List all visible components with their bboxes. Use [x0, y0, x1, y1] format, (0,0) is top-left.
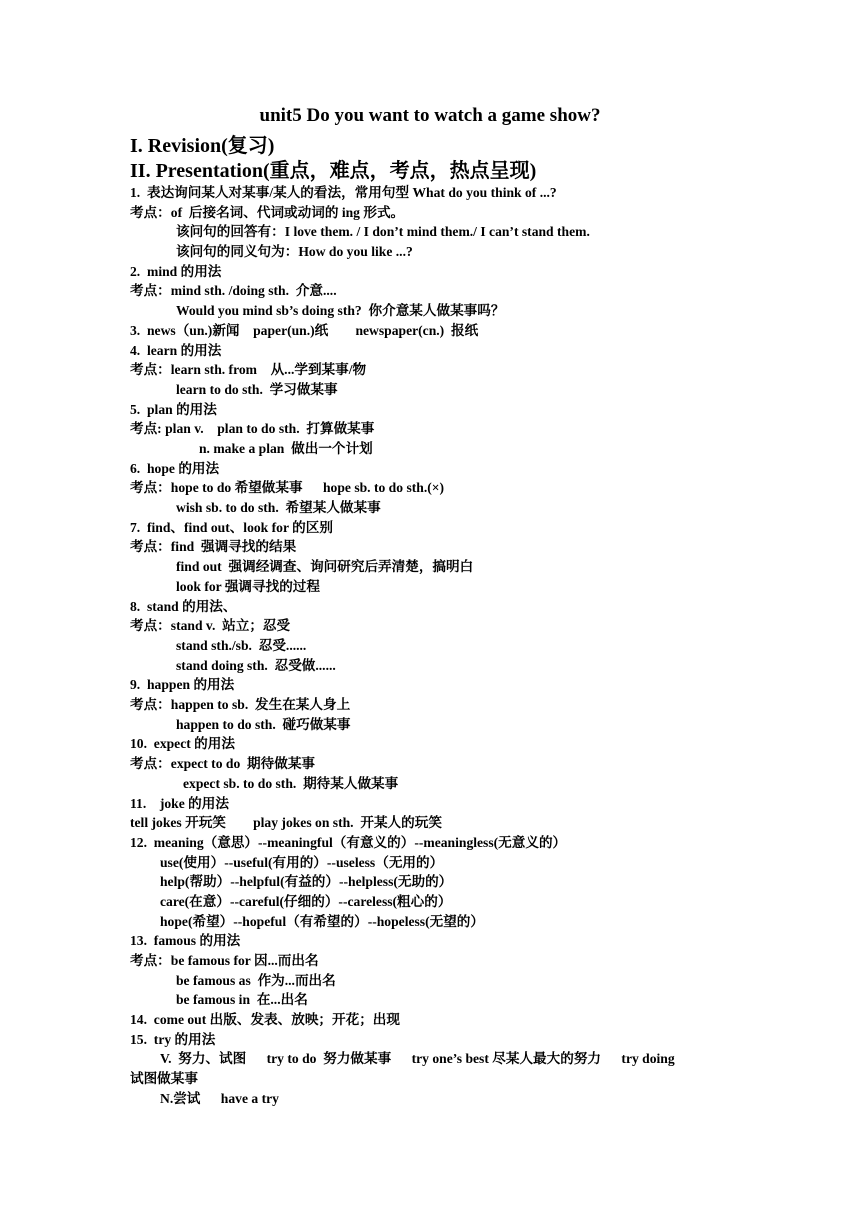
- heading-revision: I. Revision(复习): [130, 135, 275, 157]
- item-4-line: 4. learn 的用法: [130, 343, 222, 358]
- item-10-sub: expect sb. to do sth. 期待某人做某事: [183, 776, 399, 791]
- item-15-line: 15. try 的用法: [130, 1032, 216, 1047]
- item-8-sub-2: stand doing sth. 忍受做......: [176, 658, 336, 673]
- item-13-sub-1: be famous as 作为...而出名: [176, 973, 336, 988]
- item-11-sub: tell jokes 开玩笑 play jokes on sth. 开某人的玩笑: [130, 815, 442, 830]
- item-15-noun: N.尝试 have a try: [160, 1091, 279, 1106]
- item-8-line: 8. stand 的用法、: [130, 599, 237, 614]
- item-13-note: 考点：be famous for 因...而出名: [130, 953, 319, 968]
- item-4-sub: learn to do sth. 学习做某事: [176, 382, 338, 397]
- item-13-line: 13. famous 的用法: [130, 933, 241, 948]
- item-5-note: 考点: plan v. plan to do sth. 打算做某事: [130, 421, 375, 436]
- item-2-line: 2. mind 的用法: [130, 264, 222, 279]
- item-6-note: 考点：hope to do 希望做某事 hope sb. to do sth.(×): [130, 480, 445, 495]
- item-6-line: 6. hope 的用法: [130, 461, 220, 476]
- item-12-sub-1: use(使用）--useful(有用的）--useless（无用的）: [160, 855, 444, 870]
- item-7-line: 7. find、find out、look for 的区别: [130, 520, 333, 535]
- item-3-line: 3. news（un.)新闻 paper(un.)纸 newspaper(cn.) 报纸: [130, 323, 479, 338]
- item-15-verb-cont: 试图做某事: [130, 1071, 198, 1086]
- item-15-verb: V. 努力、试图 try to do 努力做某事 try one’s best 尽某人最大的努力 try doing: [160, 1051, 675, 1066]
- item-9-sub: happen to do sth. 碰巧做某事: [176, 717, 351, 732]
- item-6-sub: wish sb. to do sth. 希望某人做某事: [176, 500, 381, 515]
- item-1-note: 考点：of 后接名词、代词或动词的 ing 形式。: [130, 205, 405, 220]
- item-12-line: 12. meaning（意思）--meaningful（有意义的）--meaningless(无意义的）: [130, 835, 567, 850]
- item-5-line: 5. plan 的用法: [130, 402, 217, 417]
- item-8-note: 考点：stand v. 站立；忍受: [130, 618, 291, 633]
- item-7-sub-2: look for 强调寻找的过程: [176, 579, 320, 594]
- heading-presentation: II. Presentation(重点，难点，考点，热点呈现): [130, 160, 537, 182]
- item-7-note: 考点：find 强调寻找的结果: [130, 539, 297, 554]
- item-9-line: 9. happen 的用法: [130, 677, 235, 692]
- item-11-line: 11. joke 的用法: [130, 796, 229, 811]
- document-title: unit5 Do you want to watch a game show?: [259, 105, 601, 126]
- item-8-sub-1: stand sth./sb. 忍受......: [176, 638, 307, 653]
- item-5-sub: n. make a plan 做出一个计划: [199, 441, 373, 456]
- item-13-sub-2: be famous in 在...出名: [176, 992, 308, 1007]
- item-7-sub-1: find out 强调经调查、询问研究后弄清楚，搞明白: [176, 559, 474, 574]
- item-2-example: Would you mind sb’s doing sth? 你介意某人做某事吗？: [176, 303, 505, 318]
- item-9-note: 考点：happen to sb. 发生在某人身上: [130, 697, 351, 712]
- item-12-sub-2: help(帮助）--helpful(有益的）--helpless(无助的）: [160, 874, 453, 889]
- item-10-note: 考点：expect to do 期待做某事: [130, 756, 316, 771]
- item-12-sub-3: care(在意）--careful(仔细的）--careless(粗心的）: [160, 894, 452, 909]
- item-1-synonym: 该问句的同义句为：How do you like ...?: [176, 244, 413, 259]
- item-1-answer: 该问句的回答有：I love them. / I don’t mind them./ I can’t stand them.: [176, 224, 590, 239]
- item-12-sub-4: hope(希望）--hopeful（有希望的）--hopeless(无望的）: [160, 914, 484, 929]
- item-4-note: 考点：learn sth. from 从...学到某事/物: [130, 362, 367, 377]
- item-1-line: 1. 表达询问某人对某事/某人的看法，常用句型 What do you think of ...?: [130, 185, 557, 200]
- item-14-line: 14. come out 出版、发表、放映；开花；出现: [130, 1012, 400, 1027]
- item-10-line: 10. expect 的用法: [130, 736, 235, 751]
- item-2-note: 考点：mind sth. /doing sth. 介意....: [130, 283, 337, 298]
